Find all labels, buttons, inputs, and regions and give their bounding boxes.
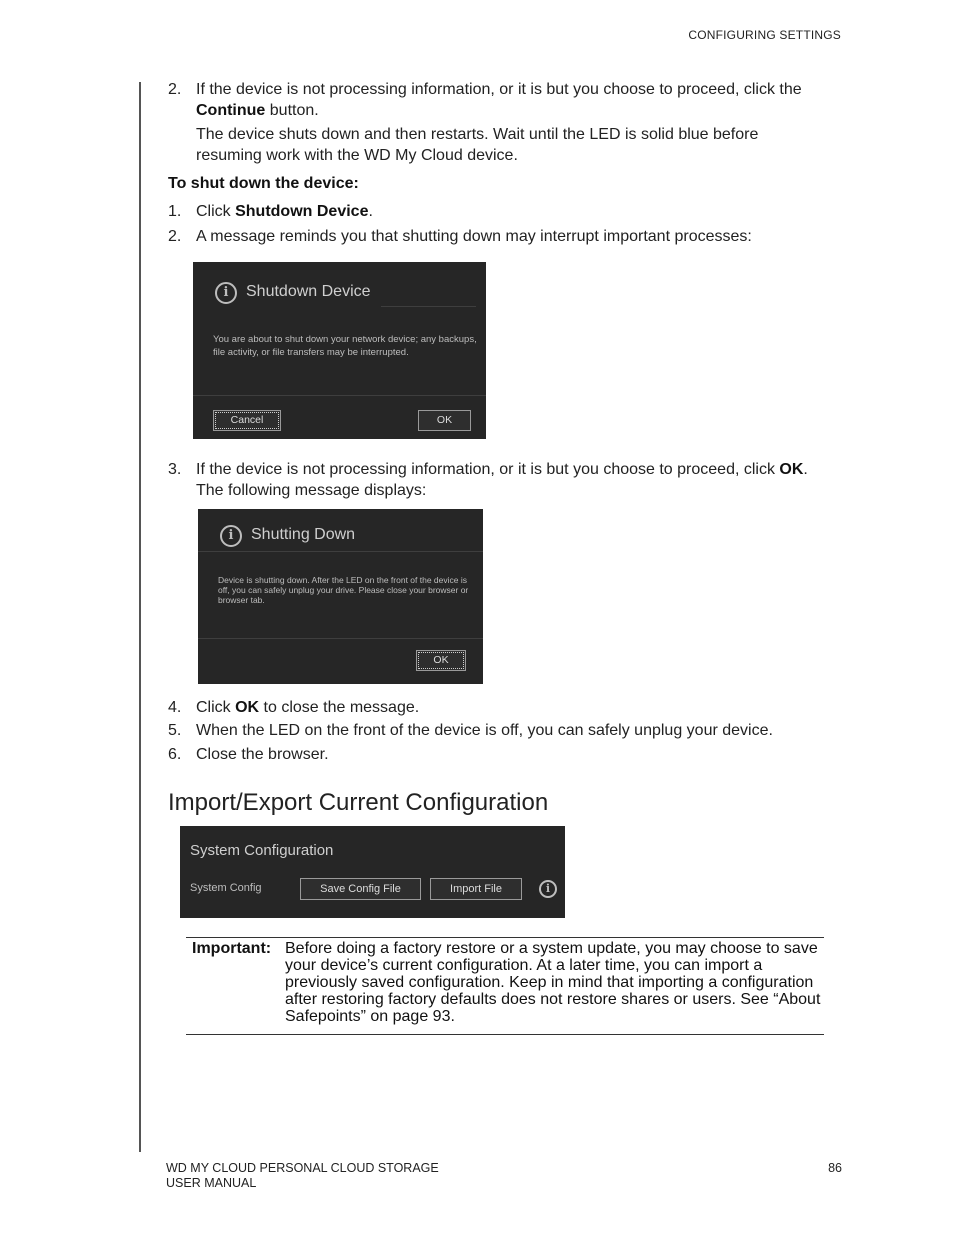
note-bottom-rule: [186, 1034, 824, 1035]
step-number: 2.: [168, 228, 182, 245]
system-config-label: System Config: [190, 882, 262, 894]
dialog-title: Shutting Down: [251, 526, 356, 543]
step-5-text: When the LED on the front of the device is off, you can safely unplug your device.: [196, 722, 773, 739]
step-number: 4.: [168, 699, 182, 716]
step-6-text: Close the browser.: [196, 746, 329, 763]
note-top-rule: [186, 937, 824, 938]
page-number: 86: [828, 1161, 842, 1175]
important-label: Important:: [192, 940, 272, 957]
step-4-text: Click OK to close the message.: [196, 699, 420, 716]
step-3-text: If the device is not processing information, or it is but you choose to proceed, click OK. The following message displays:: [196, 461, 808, 499]
divider: [198, 551, 483, 552]
ok-button[interactable]: OK: [418, 410, 471, 431]
step-number: 2.: [168, 81, 182, 98]
step-number: 6.: [168, 746, 182, 763]
divider: [198, 638, 483, 639]
procedure-heading: To shut down the device:: [168, 175, 359, 192]
divider: [381, 306, 476, 307]
dialog-message: Device is shutting down. After the LED on the front of the device is off, you can safely unplug your drive. Please close your browser or browser tab.: [218, 575, 469, 605]
step-number: 3.: [168, 461, 182, 478]
dialog-message: You are about to shut down your network device; any backups, file activity, or file transfers may be interrupted.: [213, 334, 477, 358]
step-continue-note: The device shuts down and then restarts. Wait until the LED is solid blue before resuming work with the WD My Cloud device.: [196, 126, 759, 164]
info-icon[interactable]: i: [539, 880, 557, 898]
info-icon: i: [220, 525, 242, 547]
dialog-title: Shutdown Device: [246, 283, 371, 300]
panel-title: System Configuration: [190, 842, 334, 859]
ok-button[interactable]: OK: [416, 650, 466, 671]
import-file-button[interactable]: Import File: [430, 878, 522, 900]
info-icon: i: [215, 282, 237, 304]
step-1-text: Click Shutdown Device.: [196, 203, 373, 220]
cancel-button[interactable]: Cancel: [213, 410, 281, 431]
step-2-text: A message reminds you that shutting down may interrupt important processes:: [196, 228, 752, 245]
step-number: 1.: [168, 203, 182, 220]
footer-title: WD MY CLOUD PERSONAL CLOUD STORAGE USER MANUAL: [166, 1161, 439, 1190]
shutdown-dialog: [193, 262, 486, 439]
step-number: 5.: [168, 722, 182, 739]
shutting-down-dialog: [198, 509, 483, 684]
important-text: Before doing a factory restore or a system update, you may choose to save your device’s current configuration. At a later time, you can import a previously saved configuration. Keep in mind that importing a configuration after restoring factory defaults does not restore shares or users. See “About Safepoints” on page 93.: [285, 940, 821, 1025]
running-header: CONFIGURING SETTINGS: [688, 28, 841, 42]
section-title: Import/Export Current Configuration: [168, 789, 549, 816]
save-config-file-button[interactable]: Save Config File: [300, 878, 421, 900]
system-config-panel: [180, 826, 565, 918]
margin-rule: [139, 82, 141, 1152]
step-continue-text: If the device is not processing information, or it is but you choose to proceed, click the Continue button.: [196, 81, 802, 119]
continue-term: Continue: [196, 102, 266, 119]
divider: [193, 395, 486, 396]
